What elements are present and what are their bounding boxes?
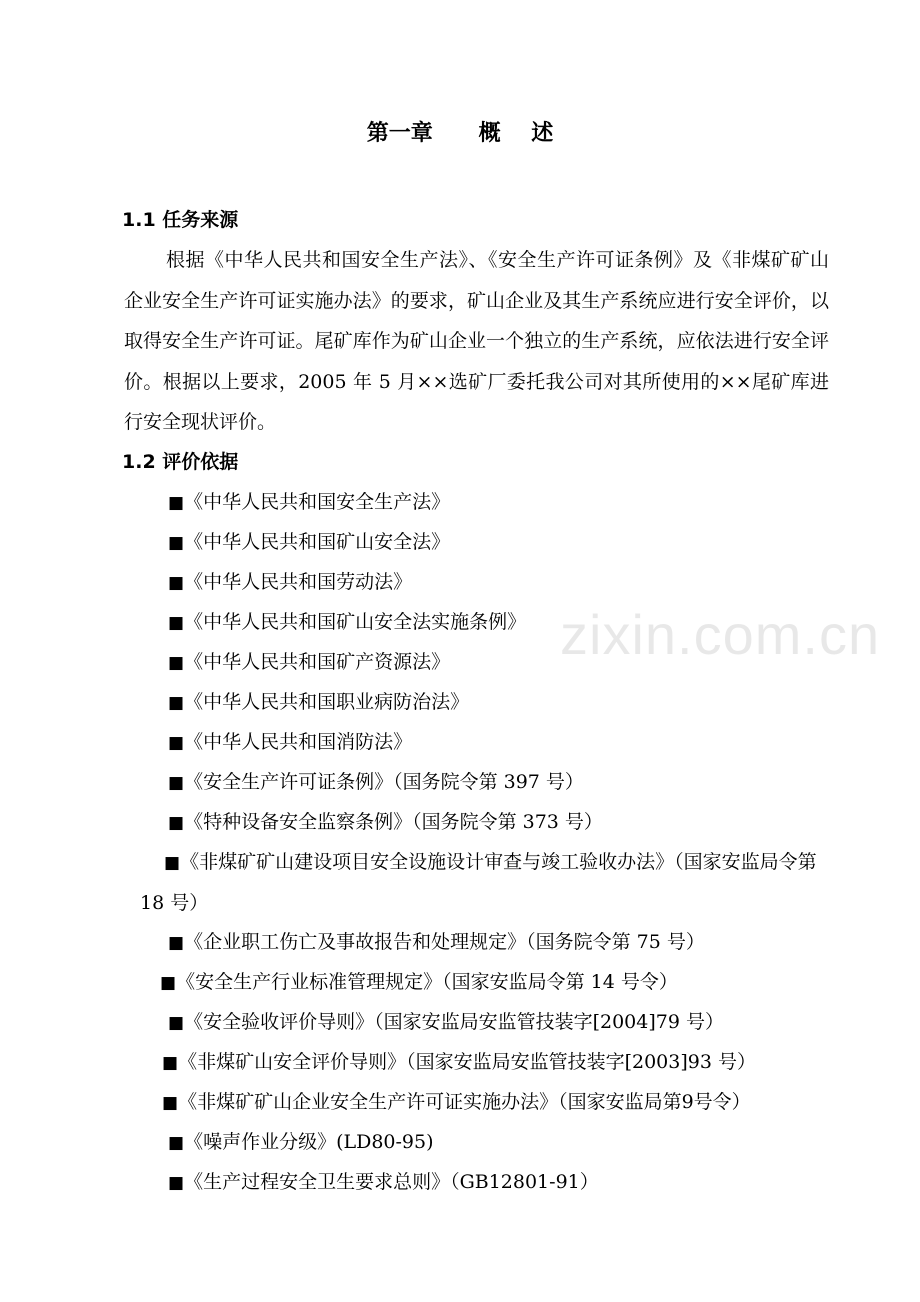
list-item: ■《噪声作业分级》(LD80-95) (168, 1131, 434, 1153)
watermark: zixin.com.cn (560, 603, 881, 666)
list-item: ■《非煤矿山安全评价导则》（国家安监局安监管技装字[2003]93 号） (162, 1051, 756, 1073)
bullet-icon: ■ (168, 573, 185, 593)
bullet-icon: ■ (164, 853, 181, 873)
list-item: ■《非煤矿矿山建设项目安全设施设计审查与竣工验收办法》（国家安监局令第 18 号） (140, 851, 817, 914)
list-item: ■《企业职工伤亡及事故报告和处理规定》（国务院令第 75 号） (168, 931, 705, 953)
bullet-icon: ■ (162, 1053, 179, 1073)
chapter-title: 第一章 概 述 (366, 121, 554, 146)
bullet-icon: ■ (162, 1093, 179, 1113)
bullet-icon: ■ (168, 733, 185, 753)
list-item: ■《安全生产行业标准管理规定》（国家安监局令第 14 号令） (160, 971, 678, 993)
bullet-icon: ■ (160, 973, 177, 993)
list-item: ■《生产过程安全卫生要求总则》（GB12801-91） (168, 1171, 599, 1193)
section-1-1-paragraph: 根据《中华人民共和国安全生产法》、《安全生产许可证条例》及《非煤矿矿山企业安全生产许可证实施办法》的要求，矿山企业及其生产系统应进行安全评价，以取得安全生产许可证。尾矿库作为矿山企业一个独立的生产系统，应依法进行安全评价。根据以上要求，2005 年 5 月××选矿厂委托我公司对其所使用的××尾矿库进行安全现状评价。 (124, 249, 829, 433)
list-item: ■《中华人民共和国矿产资源法》 (168, 651, 451, 673)
bullet-icon: ■ (168, 613, 185, 633)
bullet-icon: ■ (168, 773, 185, 793)
bullet-icon: ■ (168, 533, 185, 553)
list-item: ■《中华人民共和国安全生产法》 (168, 491, 451, 513)
bullet-icon: ■ (168, 493, 185, 513)
bullet-icon: ■ (168, 813, 185, 833)
bullet-icon: ■ (168, 933, 185, 953)
bullet-icon: ■ (168, 1133, 185, 1153)
list-item: ■《中华人民共和国劳动法》 (168, 571, 413, 593)
bullet-icon: ■ (168, 653, 185, 673)
list-item: ■《中华人民共和国矿山安全法实施条例》 (168, 611, 527, 633)
bullet-icon: ■ (168, 1173, 185, 1193)
section-heading-1-2: 1.2 评价依据 (122, 451, 239, 473)
bullet-icon: ■ (168, 1013, 185, 1033)
list-item: ■《特种设备安全监察条例》（国务院令第 373 号） (168, 811, 603, 833)
bullet-icon: ■ (168, 693, 185, 713)
list-item: ■《中华人民共和国消防法》 (168, 731, 413, 753)
section-heading-1-1: 1.1 任务来源 (122, 209, 239, 231)
list-item: ■《中华人民共和国矿山安全法》 (168, 531, 451, 553)
list-item: ■《非煤矿矿山企业安全生产许可证实施办法》（国家安监局第9号令） (162, 1091, 751, 1113)
list-item: ■《安全生产许可证条例》（国务院令第 397 号） (168, 771, 584, 793)
list-item: ■《中华人民共和国职业病防治法》 (168, 691, 470, 713)
list-item: ■《安全验收评价导则》（国家安监局安监管技装字[2004]79 号） (168, 1011, 724, 1033)
